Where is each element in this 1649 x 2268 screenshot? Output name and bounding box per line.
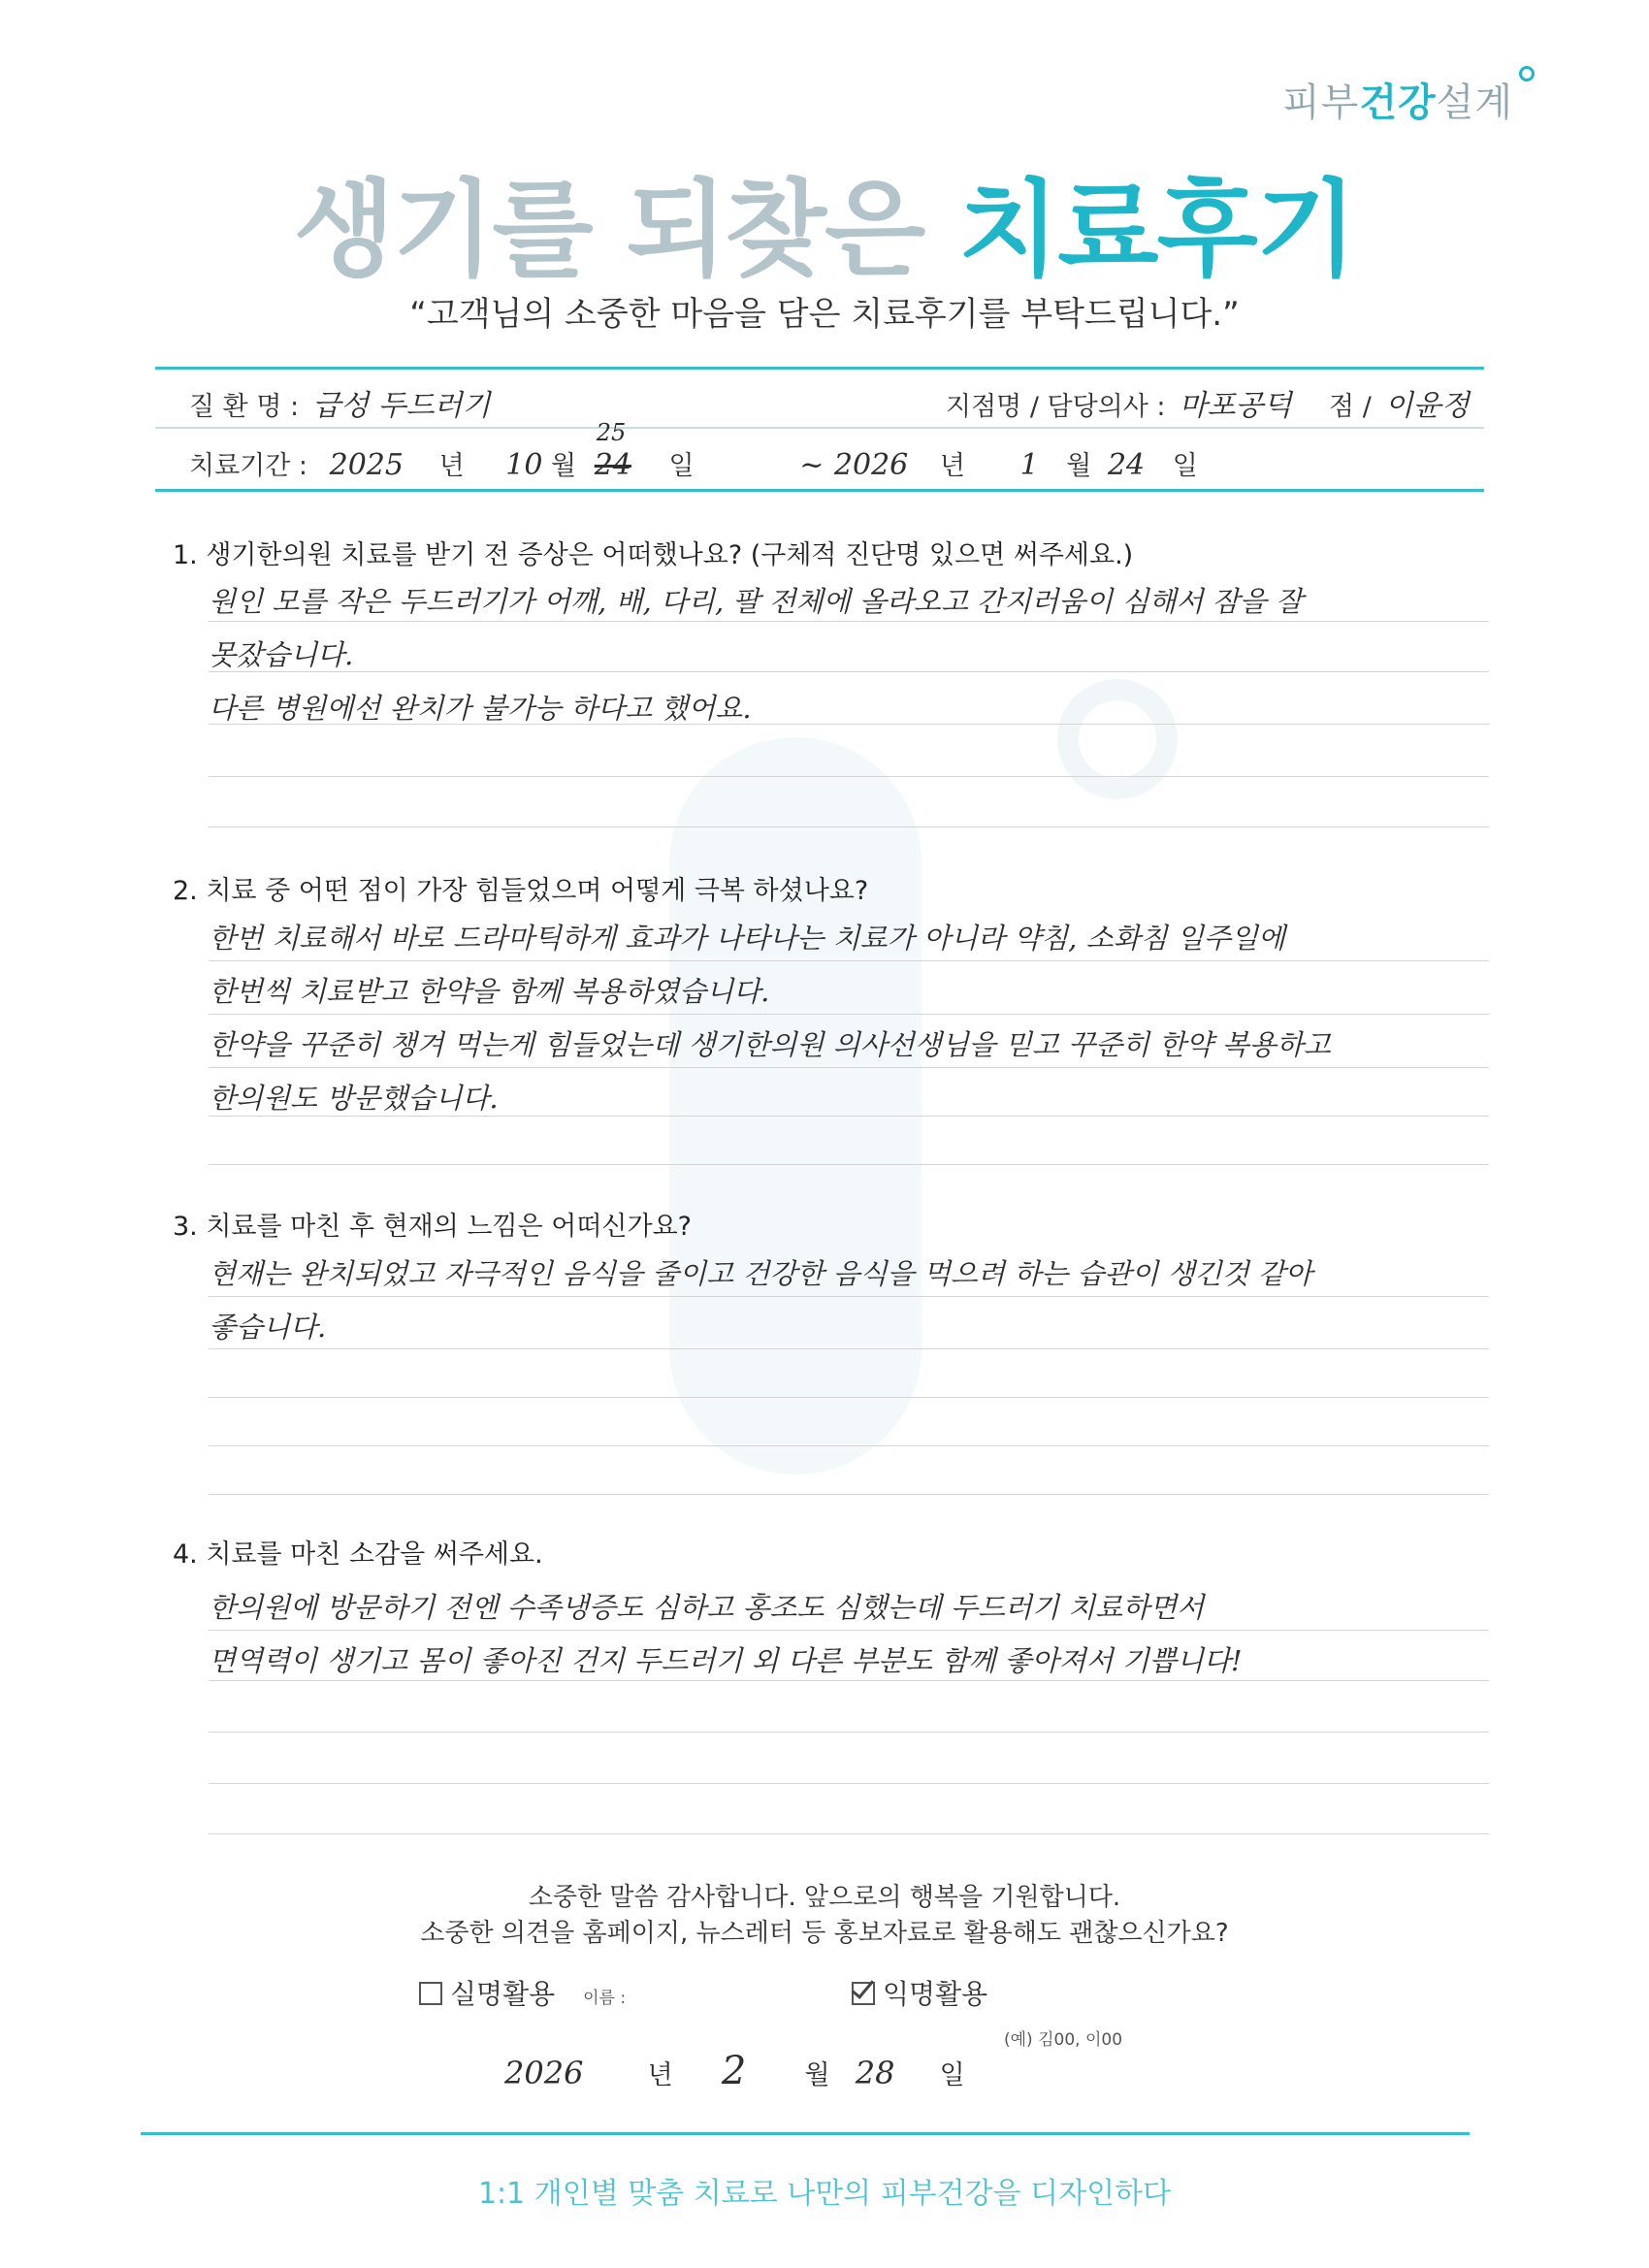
answer-4: 한의원에 방문하기 전엔 수족냉증도 심하고 홍조도 심했는데 두드러기 치료하면서 면역력이 생기고 몸이 좋아진 건지 두드러기 외 다른 부분도 함께 좋아져서 기쁩니다! bbox=[209, 1591, 1243, 1677]
question-1: 1. 생기한의원 치료를 받기 전 증상은 어떠했나요? (구체적 진단명 있으면 써주세요.) bbox=[173, 540, 1134, 570]
answer-line bbox=[209, 621, 1489, 622]
sign-date: 2026 년 2 월 28 일 bbox=[504, 2049, 965, 2093]
real-name-checkbox[interactable] bbox=[419, 1982, 442, 2005]
answer-line bbox=[209, 776, 1489, 777]
answer-3: 현재는 완치되었고 자극적인 음식을 줄이고 건강한 음식을 먹으려 하는 습관이 생긴것 같아 좋습니다. bbox=[209, 1257, 1312, 1344]
real-name-option[interactable]: 실명활용 이름 : bbox=[419, 1973, 626, 2012]
answer-line bbox=[209, 1116, 1489, 1117]
answer-1: 원인 모를 작은 두드러기가 어깨, 배, 다리, 팔 전체에 올라오고 간지러움이 심해서 잠을 잘 못잤습니다. 다른 병원에선 완치가 불가능 하다고 했어요. bbox=[209, 585, 1303, 725]
answer-line bbox=[209, 1164, 1489, 1165]
answer-line bbox=[209, 960, 1489, 961]
answer-line bbox=[209, 1732, 1489, 1733]
answer-line bbox=[209, 1014, 1489, 1015]
answer-line bbox=[209, 1783, 1489, 1784]
answer-2: 한번 치료해서 바로 드라마틱하게 효과가 나타나는 치료가 아니라 약침, 소화침 일주일에 한번씩 치료받고 한약을 함께 복용하였습니다. 한약을 꾸준히 챙겨 먹는게 힘들었는데 생기한의원 의사선생님을 믿고 꾸준히 한약 복용하고 한의원도 방문했습니다. bbox=[209, 922, 1331, 1115]
anonymous-checkbox[interactable] bbox=[852, 1982, 875, 2005]
page-title: 생기를 되찾은 치료후기 bbox=[293, 170, 1356, 291]
branch-row: 지점명 / 담당의사 : 마포공덕 점 / 이윤정 bbox=[946, 389, 1470, 423]
answer-line bbox=[209, 724, 1489, 725]
footer-line bbox=[141, 2132, 1470, 2135]
question-2: 2. 치료 중 어떤 점이 가장 힘들었으며 어떻게 극복 하셨나요? bbox=[173, 876, 869, 906]
answer-line bbox=[209, 1833, 1489, 1834]
consent-question: 소중한 의견을 홈페이지, 뉴스레터 등 홍보자료로 활용해도 괜찮으신가요? bbox=[420, 1919, 1229, 1948]
answer-line bbox=[209, 1067, 1489, 1068]
brand-logo: 피부건강설계 bbox=[1282, 72, 1513, 127]
doctor-value: 이윤정 bbox=[1384, 389, 1470, 423]
answer-line bbox=[209, 1680, 1489, 1681]
answer-line bbox=[209, 1348, 1489, 1349]
anonymous-option[interactable]: 익명활용 bbox=[852, 1973, 987, 2012]
name-example: (예) 김00, 이00 bbox=[1004, 2030, 1123, 2050]
tagline: 1:1 개인별 맞춤 치료로 나만의 피부건강을 디자인하다 bbox=[477, 2177, 1172, 2211]
header-top-line bbox=[155, 367, 1484, 370]
answer-line bbox=[209, 1397, 1489, 1398]
answer-line bbox=[209, 1445, 1489, 1446]
page-subtitle: “고객님의 소중한 마음을 담은 치료후기를 부탁드립니다.” bbox=[409, 295, 1240, 334]
disease-value: 급성 두드러기 bbox=[312, 389, 491, 423]
start-day-crossed: 24 bbox=[594, 448, 631, 482]
header-mid-line bbox=[155, 427, 1484, 429]
answer-line bbox=[209, 1296, 1489, 1297]
answer-line bbox=[209, 1494, 1489, 1495]
question-3: 3. 치료를 마친 후 현재의 느낌은 어떠신가요? bbox=[173, 1212, 692, 1242]
period-row: 치료기간 : 2025 년 10 월 24 25 일 ~ 2026 년 1 월 24 일 bbox=[189, 419, 1198, 482]
thanks-text: 소중한 말씀 감사합니다. 앞으로의 행복을 기원합니다. bbox=[528, 1883, 1121, 1912]
question-4: 4. 치료를 마친 소감을 써주세요. bbox=[173, 1539, 543, 1570]
answer-line bbox=[209, 1630, 1489, 1631]
brand-dot-icon bbox=[1519, 66, 1535, 81]
answer-line bbox=[209, 826, 1489, 827]
start-day-correction: 25 bbox=[596, 419, 627, 446]
answer-line bbox=[209, 671, 1489, 672]
disease-row: 질 환 명 : 급성 두드러기 bbox=[189, 389, 491, 423]
header-bottom-line bbox=[155, 489, 1484, 492]
branch-value: 마포공덕 bbox=[1179, 389, 1292, 423]
